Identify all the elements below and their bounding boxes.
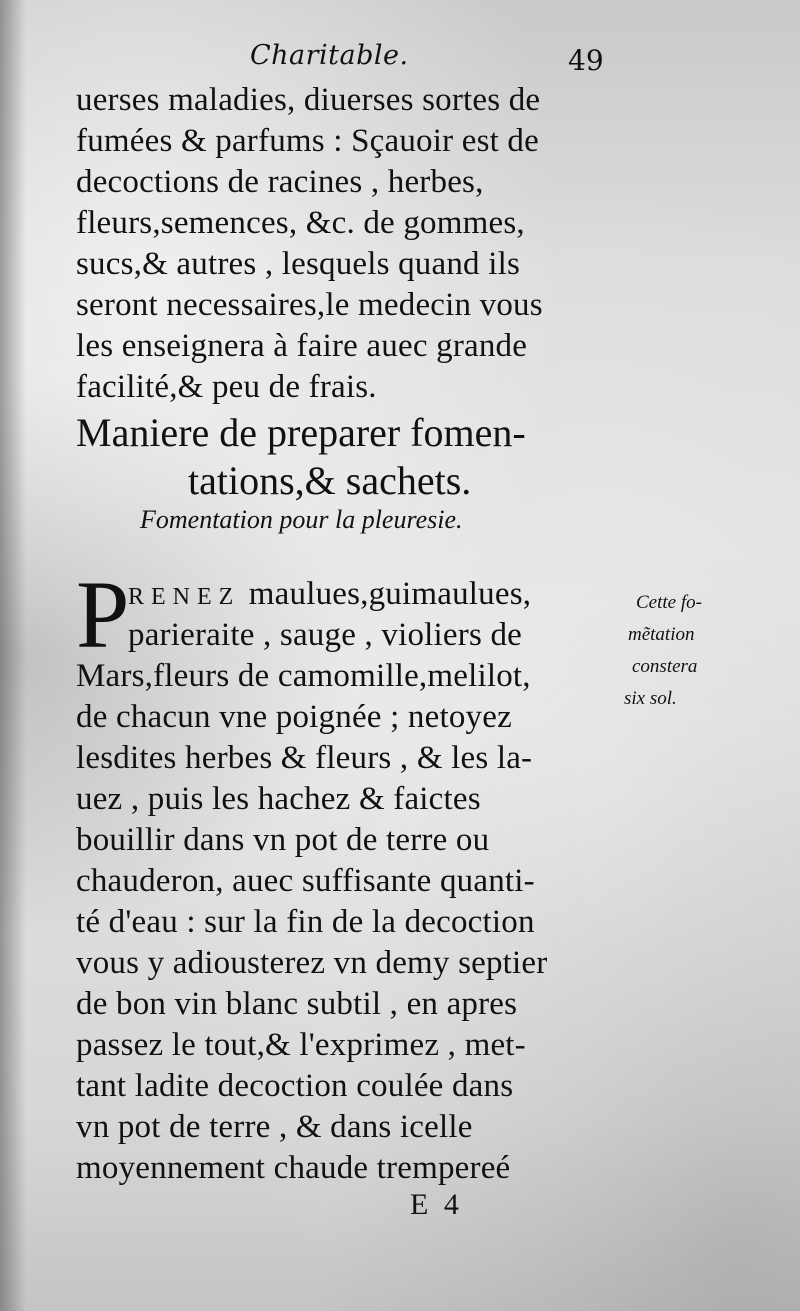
- margin-note-line: six sol.: [624, 688, 677, 709]
- text-line: uerses maladies, diuerses sortes de: [76, 82, 541, 118]
- text-line: tant ladite decoction coulée dans: [76, 1068, 514, 1104]
- text-line: vous y adiousterez vn demy septier: [76, 945, 548, 981]
- text-line: parieraite , sauge , violiers de: [128, 617, 522, 653]
- text-line: facilité,& peu de frais.: [76, 369, 377, 405]
- text-line: chauderon, auec suffisante quanti-: [76, 863, 535, 899]
- margin-note-line: constera: [632, 656, 698, 677]
- text-line: de chacun vne poignée ; netoyez: [76, 699, 512, 735]
- text-line: té d'eau : sur la fin de la decoction: [76, 904, 535, 940]
- text-line: uez , puis les hachez & faictes: [76, 781, 481, 817]
- text-line: fleurs,semences, &c. de gommes,: [76, 205, 525, 241]
- text-line: fumées & parfums : Sçauoir est de: [76, 123, 539, 159]
- section-heading-line-2: tations,& sachets.: [188, 458, 472, 503]
- text-line: de bon vin blanc subtil , en apres: [76, 986, 518, 1022]
- text-line: moyennement chaude trempereé: [76, 1150, 511, 1186]
- margin-note-line: Cette fo-: [636, 592, 702, 613]
- text-line: lesdites herbes & fleurs , & les la-: [76, 740, 533, 776]
- text-line: decoctions de racines , herbes,: [76, 164, 484, 200]
- section-heading-line-1: Maniere de preparer fomen-: [76, 410, 526, 455]
- first-word-caps: RENEZ: [128, 584, 241, 610]
- running-title: Charitable.: [250, 40, 409, 71]
- text-line: Mars,fleurs de camomille,melilot,: [76, 658, 531, 694]
- text-line: sucs,& autres , lesquels quand ils: [76, 246, 520, 282]
- text-line-first: [128, 574, 531, 617]
- subheading: Fomentation pour la pleuresie.: [140, 505, 463, 534]
- text-line: bouillir dans vn pot de terre ou: [76, 822, 490, 858]
- drop-cap: P: [76, 561, 130, 668]
- signature-mark: E 4: [410, 1188, 463, 1221]
- text-line: vn pot de terre , & dans icelle: [76, 1109, 473, 1145]
- first-line-rest: maulues,guimaulues,: [248, 576, 532, 612]
- margin-note-line: mẽtation: [628, 624, 695, 645]
- text-line: seront necessaires,le medecin vous: [76, 287, 543, 323]
- text-line: les enseignera à faire auec grande: [76, 328, 528, 364]
- text-line: passez le tout,& l'exprimez , met-: [76, 1027, 526, 1063]
- page-number: 49: [568, 44, 604, 77]
